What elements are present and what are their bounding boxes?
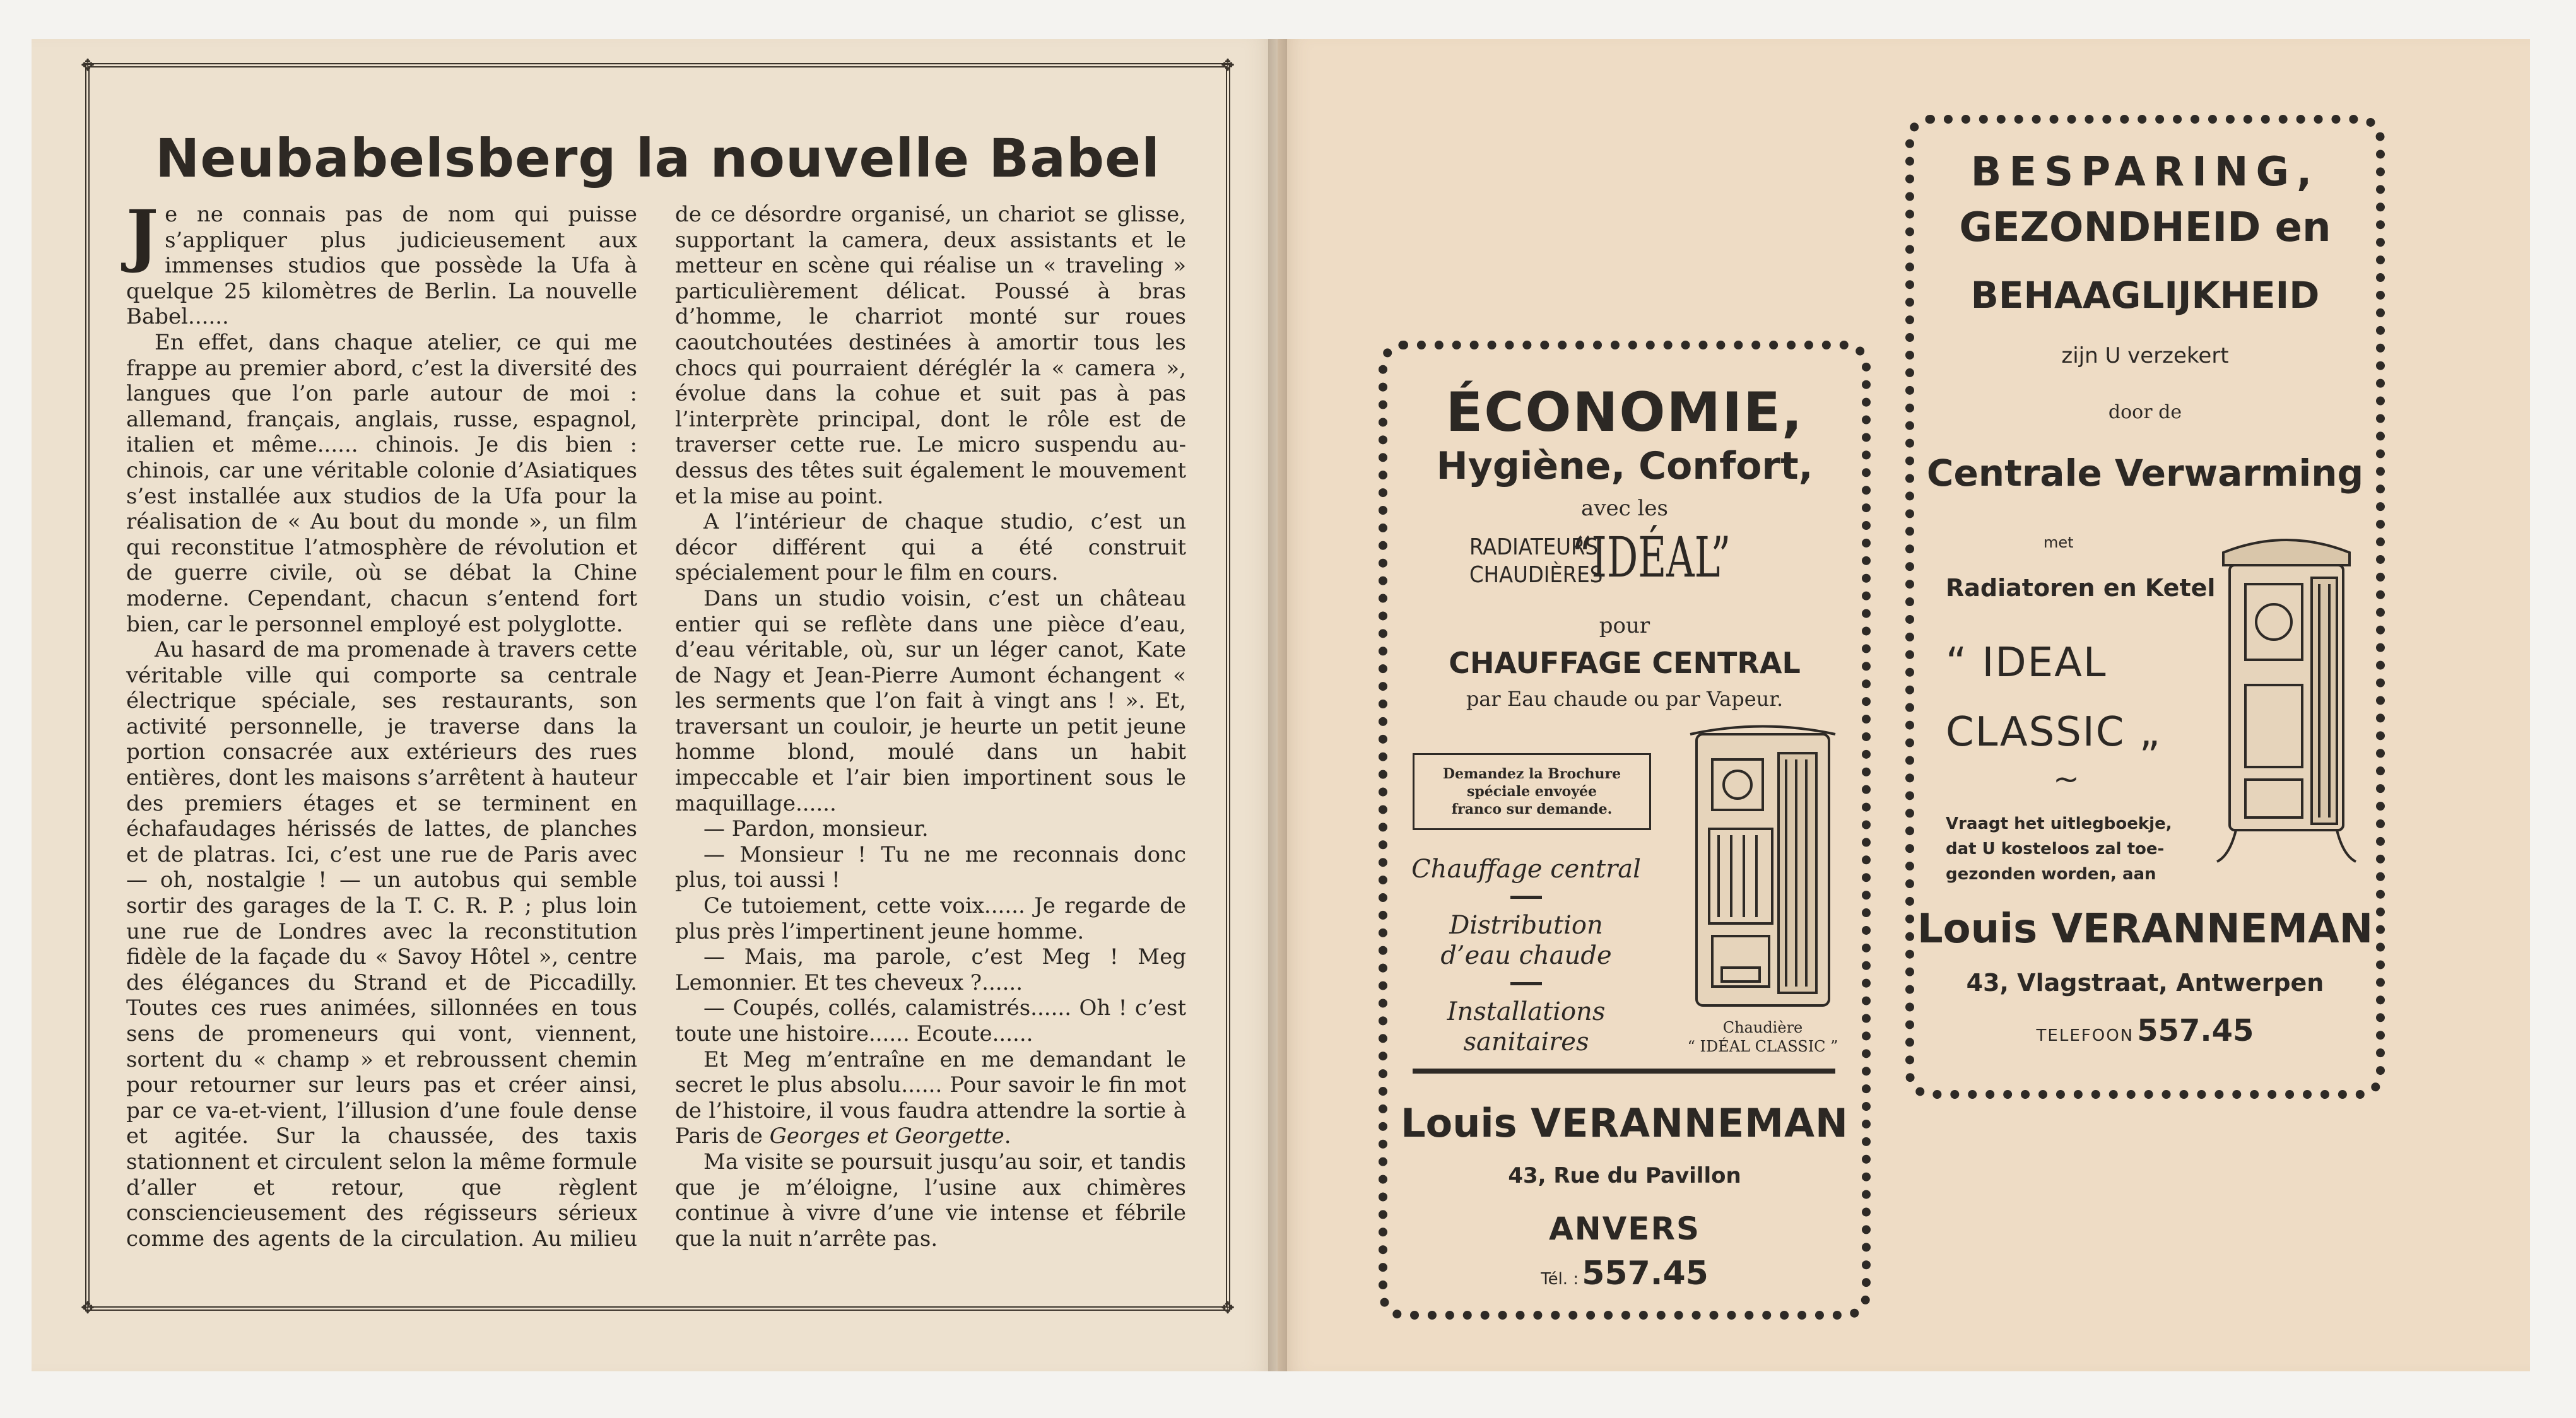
brochure-box: Demandez la Brochure spéciale envoyée franco sur demande. [1413, 753, 1651, 830]
article-paragraph: Je ne connais pas de nom qui puisse s’appliquer plus judicieusement aux immenses studios que possède la Ufa à quelque 25 kilomètres de Berlin. La nouvelle Babel...... [126, 196, 637, 330]
article-paragraph: — Monsieur ! Tu ne me reconnais donc plus, toi aussi ! [675, 841, 1186, 893]
dealer-phone: Tél. : 557.45 [1541, 1255, 1709, 1292]
boiler-illustration-icon [2211, 527, 2362, 868]
corner-ornament-icon: ✥ [81, 56, 95, 75]
article-paragraph: — Coupés, collés, calamistrés...... Oh ! c’est toute une histoire...... Ecoute...... [675, 995, 1186, 1046]
divider [1510, 896, 1542, 899]
article-paragraph: Ma visite se poursuit jusqu’au soir, et tandis que je m’éloigne, l’usine aux chimères continue à vivre d’une vie intense et fébrile que la nuit n’arrête pas. [675, 1149, 1186, 1251]
dealer-phone: TELEFOON 557.45 [2036, 1013, 2254, 1048]
article-paragraph: — Mais, ma parole, c’est Meg ! Meg Lemonnier. Et tes cheveux ?...... [675, 944, 1186, 995]
dealer-city: ANVERS [1549, 1210, 1700, 1247]
product-name: “ IDEAL CLASSIC „ [1946, 640, 2161, 756]
article-body [126, 196, 1186, 1287]
ad-headline: BESPARING, [1970, 149, 2320, 196]
article-paragraph: En effet, dans chaque atelier, ce qui me frappe au premier abord, c’est la diversité des langues que l’on parle autour de moi : allemand, français, anglais, russe, espagnol, italien et même...... chinois. Je dis bien : chinois, car une véritable colonie d’Asiatiques s’est installée aux studios de la Ufa pour la réalisation de « Au bout du monde », un film qui reconstitue l’atmosphère de révolution et de guerre civile, où se débat la Chine moderne. Cependant, chacun s’entend fort bien, car le personnel employé est polyglotte. [126, 329, 637, 637]
corner-ornament-icon: ✥ [1221, 56, 1235, 75]
book-spine [1268, 39, 1287, 1371]
boiler-caption: Chaudière “ IDÉAL CLASSIC ” [1687, 1019, 1838, 1055]
ad-ideal-dutch: BESPARING, GEZONDHEID en BEHAAGLIJKHEID zijn U verzekert door de Centrale Verwarming met Radiatoren en Ketel “ IDEAL CLASSIC „ ~ Vraagt het uitlegboekje, dat U kosteloos zal toe- gezonden worden, aan Louis VERANNEMAN 43, Vlagstraat, Antwerpen TELEFOON 557.45 [1905, 115, 2385, 1099]
corner-ornament-icon: ✥ [81, 1299, 95, 1318]
service-label: CHAUFFAGE CENTRAL [1449, 646, 1801, 680]
article-paragraph: Ce tutoiement, cette voix...... Je regarde de plus près l’impertinent jeune homme. [675, 893, 1186, 944]
corner-ornament-icon: ✥ [1221, 1299, 1235, 1318]
brochure-note: Vraagt het uitlegboekje, dat U kosteloos zal toe- gezonden worden, aan [1946, 814, 2172, 884]
brand-ideal: “IDÉAL” [1572, 525, 1731, 590]
article-paragraph: Dans un studio voisin, c’est un château entier qui se reflète dans une pièce d’eau, d’eau véritable, où, sur un léger canot, Kate de Nagy et Jean-Pierre Aumont échangent « les serments que l’on fait à vingt ans ! ». Et, traversant un couloir, je heurte un petit jeune homme blond, moulé dans un habit impeccable et l’air bien importinent sous le maquillage...... [675, 585, 1186, 816]
ornament-icon: ~ [2053, 761, 2079, 797]
film-title: Georges et Georgette [769, 1123, 1004, 1149]
dealer-address: 43, Rue du Pavillon [1508, 1163, 1741, 1188]
boiler-illustration-icon [1684, 722, 1842, 1018]
ad-ideal-french: ÉCONOMIE, Hygiène, Confort, avec les RADIATEURS CHAUDIÈRES “IDÉAL” pour CHAUFFAGE CENTRAL par Eau chaude ou par Vapeur. Demandez la Brochure spéciale envoyée franco sur demande. Chauffage central Distribution d’eau chaude Installations sanitaires Chaudière “ IDÉAL CLASSIC ” Louis VERANNEMAN 43, Rue du Pavillon ANVERS Tél. : 557.45 [1379, 341, 1871, 1320]
dealer-name: Louis VERANNEMAN [1917, 906, 2373, 952]
article-title: Neubabelsberg la nouvelle Babel [155, 127, 1160, 189]
divider [1510, 982, 1542, 985]
services-list: Chauffage central Distribution d’eau chaude Installations sanitaires [1411, 855, 1641, 1057]
drop-cap: J [126, 196, 159, 275]
article-paragraph: A l’intérieur de chaque studio, c’est un décor différent qui a été construit spécialement pour le film en cours. [675, 509, 1186, 586]
product-lines: RADIATEURS CHAUDIÈRES [1469, 534, 1603, 588]
article-paragraph: Et Meg m’entraîne en me demandant le secret le plus absolu...... Pour savoir le fin mot de l’histoire, il vous faudra attendre la sortie à Paris de Georges et Georgette. [675, 1046, 1186, 1149]
dealer-name: Louis VERANNEMAN [1401, 1100, 1849, 1146]
divider [1413, 1069, 1835, 1074]
ad-subhead: Hygiène, Confort, [1436, 444, 1813, 488]
article-paragraph: — Pardon, monsieur. [703, 816, 929, 842]
article-paragraph: Au hasard de ma promenade à travers cette véritable ville qui comporte sa centrale électrique spéciale, ses restaurants, son activité personnelle, je traverse dans la portion consacrée aux extérieurs des rues entières, dont les maisons s’arrêtent à hauteur des premiers étages et se terminent en échafaudages hérissés de lattes, de planches et de platras. Ici, c’est une rue de Paris avec — oh, nostalgie ! — un autobus qui semble sortir des garages de la T. C. R. P. ; plus loin une rue de Londres avec la reconstitution fidèle de la façade du « Savoy Hôtel », centre des élégances du Strand et de Piccadilly. Toutes ces rues animées, sillonnées en tous sens de promeneurs qui vont, viennent, sortent du « champ » et rebroussent chemin pour retourner sur leurs pas et créer ainsi, par ce va-et-vient, l’illusion d’une foule dense et agitée. Sur la chaussée, des taxis stationnent et circulent selon la même formule d’aller et retour, que règlent consciencieusement des régisseurs sérieux comme des agents de la circulation. Au milieu de ce désordre organisé, un chariot se glisse, supportant la camera, deux assistants et le metteur en scène qui réalise un « traveling » particulièrement délicat. Poussé à bras d’homme, le charriot monté sur roues caoutchoutées destinées à amortir tous les chocs qui pourraient déréglér la « camera », évolue dans la cohue et suit pas à pas l’interprète principal, dont le rôle est de traverser cette rue. Le micro suspendu au-dessus des têtes suit également le mouvement et la mise au point. [126, 202, 1186, 1251]
ad-headline: ÉCONOMIE, [1445, 381, 1804, 444]
dealer-address: 43, Vlagstraat, Antwerpen [1966, 969, 2324, 997]
